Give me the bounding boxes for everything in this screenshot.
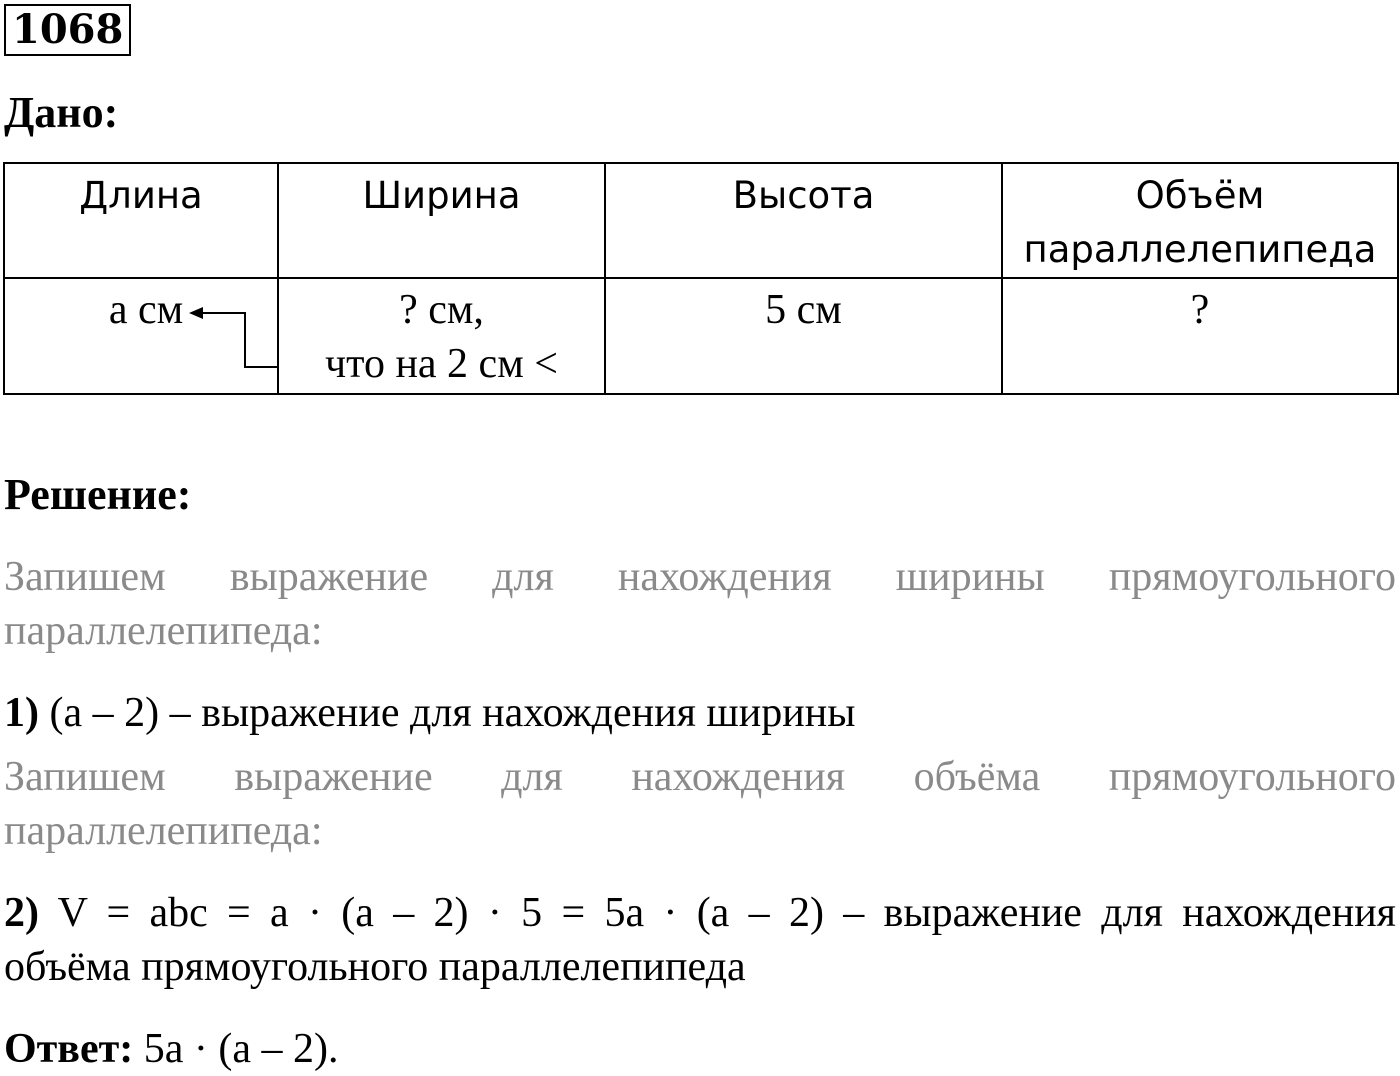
value-width-line2: что на 2 см < bbox=[325, 341, 558, 387]
step-1-label: 1) bbox=[4, 690, 39, 736]
step-2-line2: объёма прямоугольного параллелепипеда bbox=[4, 944, 746, 990]
value-length bbox=[4, 278, 278, 394]
header-width: Ширина bbox=[278, 163, 605, 278]
given-table bbox=[3, 162, 1399, 395]
step-1 bbox=[4, 686, 1396, 740]
answer-text: 5a · (a – 2). bbox=[143, 1026, 339, 1072]
problem-number: 1068 bbox=[4, 4, 131, 56]
given-heading: Дано: bbox=[4, 88, 119, 137]
step-1-text: (a – 2) – выражение для нахождения ширины bbox=[49, 690, 856, 736]
value-width bbox=[278, 278, 605, 394]
value-height: 5 см bbox=[605, 278, 1002, 394]
step-2-line1 bbox=[4, 886, 1396, 940]
header-volume bbox=[1002, 163, 1398, 278]
comparison-arrow-icon bbox=[5, 279, 279, 389]
paragraph-width-intro bbox=[4, 550, 1396, 658]
paragraph-width-intro-line1: Запишем выражение для нахождения ширины прямоугольного bbox=[4, 554, 1396, 600]
paragraph-volume-intro-line1: Запишем выражение для нахождения объёма прямоугольного bbox=[4, 754, 1396, 800]
value-volume: ? bbox=[1002, 278, 1398, 394]
solution-heading: Решение: bbox=[4, 470, 192, 519]
table-header-row bbox=[4, 163, 1398, 278]
step-2-line1-text: V = abc = a · (a – 2) · 5 = 5a · (a – 2) – выражение для нахождения bbox=[57, 890, 1396, 936]
header-volume-line1: Объём bbox=[1135, 174, 1265, 217]
paragraph-volume-intro-line2: параллелепипеда: bbox=[4, 808, 323, 854]
paragraph-volume-intro bbox=[4, 750, 1396, 858]
value-length-text: а см bbox=[108, 287, 184, 333]
header-length: Длина bbox=[4, 163, 278, 278]
step-2 bbox=[4, 886, 1396, 994]
step-2-label: 2) bbox=[4, 890, 39, 936]
answer-label: Ответ: bbox=[4, 1026, 134, 1072]
paragraph-width-intro-line2: параллелепипеда: bbox=[4, 608, 323, 654]
header-height: Высота bbox=[605, 163, 1002, 278]
answer bbox=[4, 1022, 1396, 1076]
table-value-row bbox=[4, 278, 1398, 394]
header-volume-line2: параллелепипеда bbox=[1023, 228, 1377, 271]
value-width-line1: ? см, bbox=[399, 287, 484, 333]
